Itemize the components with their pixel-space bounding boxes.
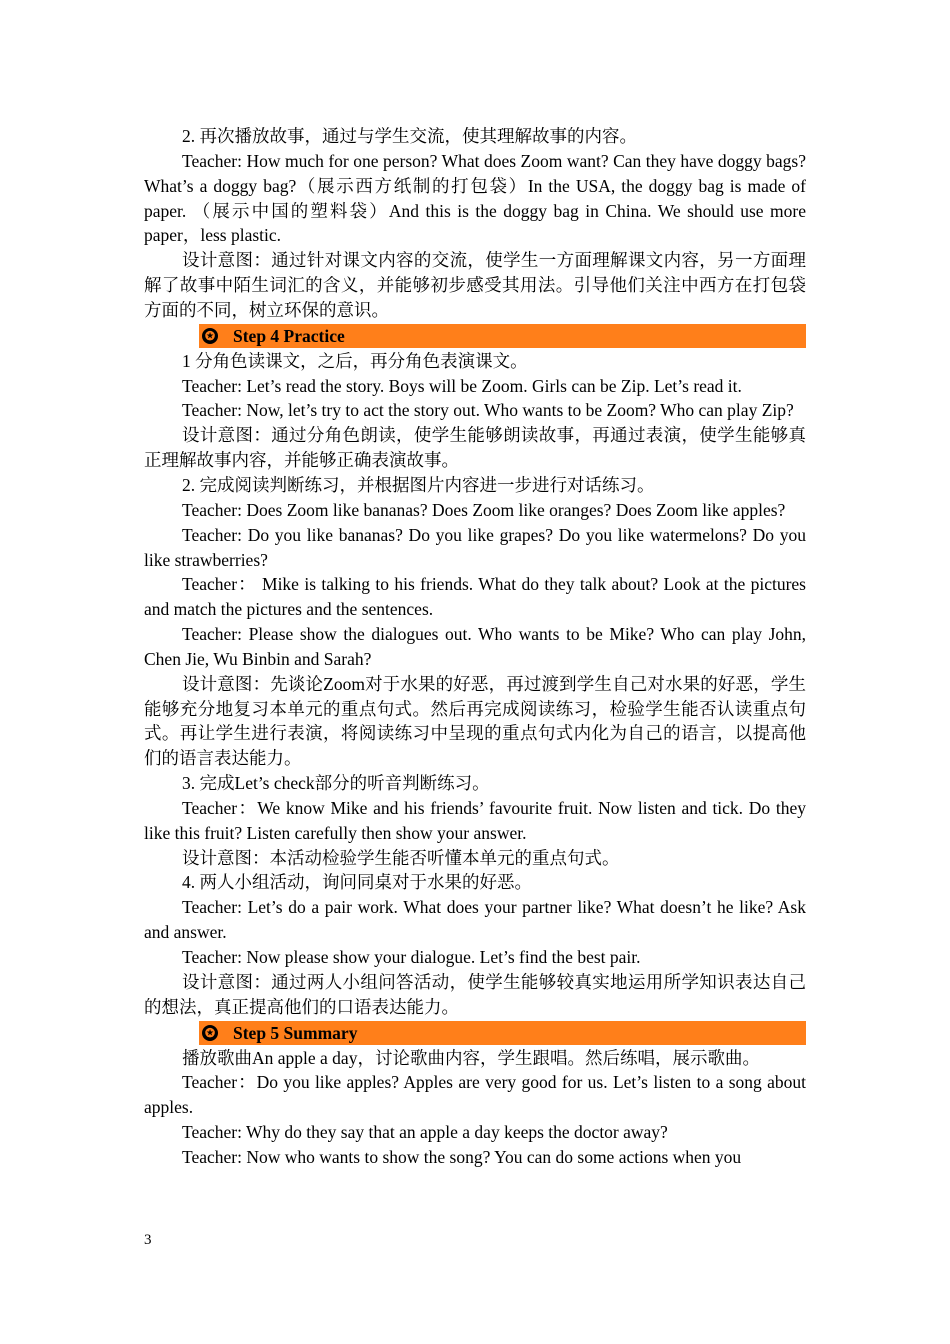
paragraph: Teacher: Now who wants to show the song? You can do some actions when you bbox=[182, 1146, 742, 1167]
paragraph: 设计意图：本活动检验学生能否听懂本单元的重点句式。 bbox=[182, 847, 620, 868]
paragraph: 设计意图：通过针对课文内容的交流，使学生一方面理解课文内容，另一方面理解了故事中陌生词汇的含义，并能够初步感受其用法。引导他们关注中西方在打包袋方面的不同，树立环保的意识。 bbox=[144, 250, 806, 320]
step-5-title: Step 5 Summary bbox=[233, 1022, 358, 1043]
paragraph: 设计意图：先谈论Zoom对于水果的好恶，再过渡到学生自己对水果的好恶，学生能够充分地复习本单元的重点句式。然后再完成阅读练习，检验学生能否认读重点句式。再让学生进行表演，将阅读练习中呈现的重点句式内化为自己的语言，以提高他们的语言表达能力。 bbox=[144, 673, 806, 769]
paragraph: Teacher: Let’s read the story. Boys will be Zoom. Girls can be Zip. Let’s read it. bbox=[182, 375, 742, 396]
paragraph: Teacher: Let’s do a pair work. What does your partner like? What doesn’t he like? Ask and answer. bbox=[144, 897, 806, 943]
star-icon: ✪ bbox=[202, 328, 218, 344]
star-icon: ✪ bbox=[202, 1025, 218, 1041]
paragraph: 3. 完成Let’s check部分的听音判断练习。 bbox=[182, 773, 490, 794]
paragraph: Teacher: Does Zoom like bananas? Does Zoom like oranges? Does Zoom like apples? bbox=[182, 499, 786, 520]
page-number: 3 bbox=[144, 1232, 152, 1248]
paragraph: Teacher: Please show the dialogues out. Who wants to be Mike? Who can play John, Chen Jie, Wu Binbin and Sarah? bbox=[144, 624, 806, 669]
paragraph: Teacher：Do you like apples? Apples are very good for us. Let’s listen to a song about apples. bbox=[144, 1072, 806, 1118]
paragraph: Teacher：We know Mike and his friends’ favourite fruit. Now listen and tick. Do they like this fruit? Listen carefully then show your answer. bbox=[144, 797, 806, 843]
paragraph: 2. 再次播放故事，通过与学生交流，使其理解故事的内容。 bbox=[182, 126, 637, 146]
step-4-title: Step 4 Practice bbox=[233, 325, 345, 346]
paragraph: Teacher: Now please show your dialogue. Let’s find the best pair. bbox=[182, 947, 641, 967]
paragraph: 2. 完成阅读判断练习，并根据图片内容进一步进行对话练习。 bbox=[182, 474, 655, 495]
step-5-heading bbox=[199, 1021, 806, 1045]
step-4-heading bbox=[199, 324, 806, 348]
paragraph: 1 分角色读课文，之后，再分角色表演课文。 bbox=[182, 350, 528, 371]
paragraph: Teacher: How much for one person? What does Zoom want? Can they have doggy bags? What’s a doggy bag?（展示西方纸制的打包袋）In the USA, the doggy bag is made of paper. （展示中国的塑料袋）And this is the doggy bag in China. We should use more paper，less plastic. bbox=[144, 150, 806, 246]
paragraph: Teacher: Why do they say that an apple a day keeps the doctor away? bbox=[182, 1122, 668, 1143]
paragraph: 4. 两人小组活动，询问同桌对于水果的好恶。 bbox=[182, 872, 532, 893]
paragraph: Teacher: Do you like bananas? Do you like grapes? Do you like watermelons? Do you like strawberries? bbox=[144, 524, 806, 570]
paragraph: 播放歌曲An apple a day，讨论歌曲内容，学生跟唱。然后练唱，展示歌曲。 bbox=[182, 1047, 760, 1068]
paragraph: Teacher: Now, let’s try to act the story out. Who wants to be Zoom? Who can play Zip? bbox=[182, 400, 794, 421]
paragraph: 设计意图：通过分角色朗读，使学生能够朗读故事，再通过表演，使学生能够真正理解故事内容，并能够正确表演故事。 bbox=[144, 425, 806, 471]
paragraph: Teacher： Mike is talking to his friends. What do they talk about? Look at the pictures and match the pictures and the sentences. bbox=[144, 574, 806, 620]
paragraph: 设计意图：通过两人小组问答活动，使学生能够较真实地运用所学知识表达自己的想法，真正提高他们的口语表达能力。 bbox=[144, 971, 806, 1017]
document-body bbox=[144, 124, 806, 1170]
